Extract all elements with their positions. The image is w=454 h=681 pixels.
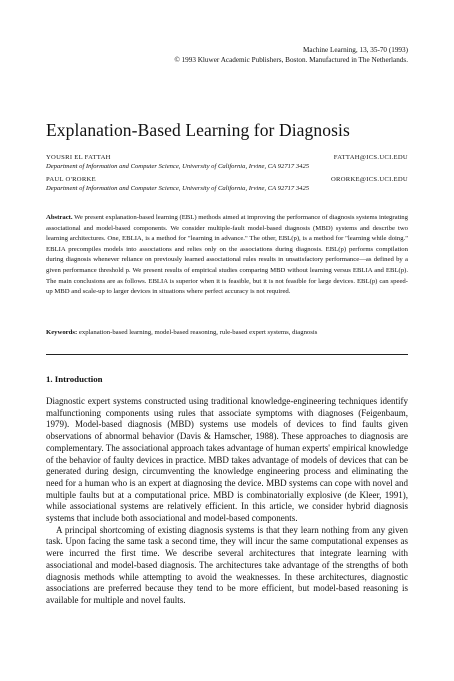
section-heading: 1. Introduction	[46, 374, 103, 384]
author-block-1	[46, 153, 408, 171]
journal-header	[174, 45, 408, 65]
paragraph: Diagnostic expert systems constructed using traditional knowledge-engineering techniques identify malfunctioning components using rules that associate symptoms with diagnoses (Feigenbaum, 1979). Model-based diagnosis (MBD) systems use models of devices to find faults given observations of abnormal behavior (Davis & Hamscher, 1988). These approaches to diagnosis are complementary. The associational approach takes advantage of human experts' empirical knowledge of the behavior of faulty devices in practice. MBD takes advantage of models of devices that can be generated during design, circumventing the knowledge engineering process and eliminating the need for a human who is an expert at diagnosing the device. MBD systems can cope with novel and multiple faults but at a computational price. MBD is combinatorially explosive (de Kleer, 1991), while associational systems are relatively efficient. In this article, we consider hybrid diagnosis systems that include both associational and model-based components.	[46, 396, 408, 524]
keywords-text: explanation-based learning, model-based reasoning, rule-based expert systems, diagnosis	[78, 329, 318, 336]
author-name: YOUSRI EL FATTAH	[46, 154, 111, 161]
keywords-label: Keywords:	[46, 329, 78, 336]
author-email: FATTAH@ICS.UCI.EDU	[333, 154, 408, 161]
journal-line: Machine Learning, 13, 35-70 (1993)	[303, 46, 408, 54]
paragraph: A principal shortcoming of existing diagnosis systems is that they learn nothing from any given task. Upon facing the same task a second time, they will incur the same computational expenses as were incurred the first time. We describe several architectures that integrate learning with associational and model-based diagnosis. The architectures take advantage of the strengths of both diagnosis methods while attempting to avoid the weaknesses. In these architectures, diagnostic associations are preferred because they tend to be more efficient, but model-based reasoning is available for multiple and novel faults.	[46, 524, 408, 605]
abstract	[46, 213, 408, 298]
author-affiliation: Department of Information and Computer Science, University of California, Irvine, CA 92717 3425	[46, 163, 310, 170]
divider	[46, 354, 408, 355]
author-block-2	[46, 175, 408, 193]
keywords	[46, 328, 408, 338]
body-text	[46, 396, 408, 607]
author-name: PAUL O'RORKE	[46, 176, 96, 183]
author-email: ORORKE@ICS.UCI.EDU	[330, 176, 408, 183]
abstract-label: Abstract.	[46, 214, 73, 221]
abstract-text: We present explanation-based learning (EBL) methods aimed at improving the performance of diagnosis systems integrating associational and model-based components. We consider multiple-fault model-based diagnosis (MBD) systems and describe two learning architectures. One, EBLIA, is a method for "learning in advance." The other, EBL(p), is a method for "learning while doing." EBLIA precompiles models into associations and relies only on the associations during diagnosis. EBL(p) performs compilation during diagnosis whenever reliance on previously learned associational rules results in unsatisfactory performance—as defined by a given performance threshold p. We present results of empirical studies comparing MBD without learning versus EBLIA and EBL(p). The main conclusions are as follows. EBLIA is superior when it is feasible, but it is not feasible for large devices. EBL(p) can speed-up MBD and scale-up to larger devices in situations where perfect accuracy is not required.	[46, 214, 408, 296]
author-affiliation: Department of Information and Computer Science, University of California, Irvine, CA 92717 3425	[46, 185, 310, 192]
copyright-line: © 1993 Kluwer Academic Publishers, Boston. Manufactured in The Netherlands.	[174, 56, 408, 64]
paper-title: Explanation-Based Learning for Diagnosis	[46, 120, 350, 140]
